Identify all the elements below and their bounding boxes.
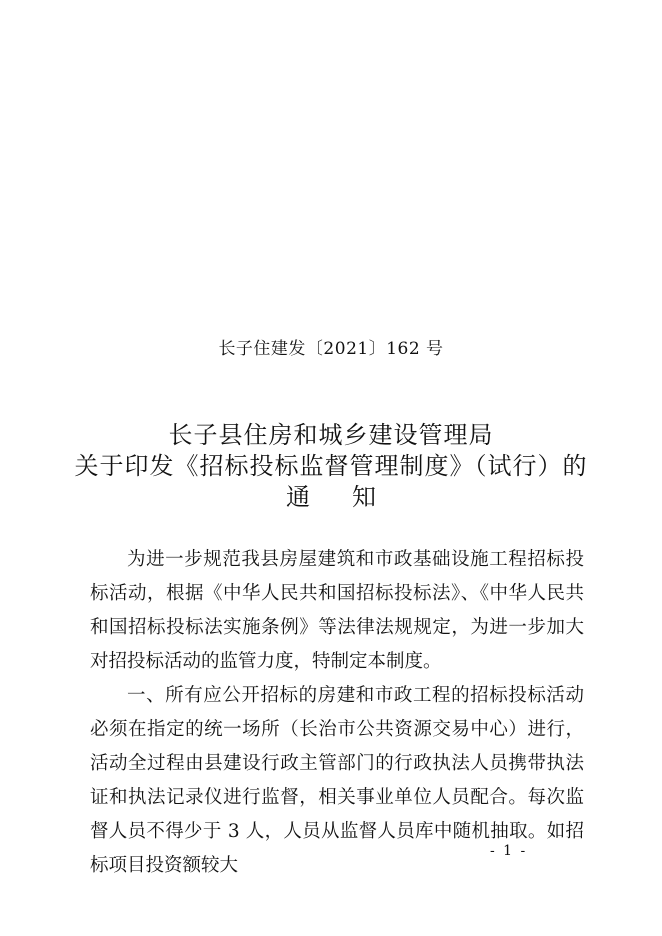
document-title [0, 420, 662, 513]
title-line-issuer: 长子县住房和城乡建设管理局 [168, 421, 494, 449]
paragraph-intro: 为进一步规范我县房屋建筑和市政基础设施工程招标投标活动，根据《中华人民共和国招标投标法》、《中华人民共和国招标投标法实施条例》等法律法规规定，为进一步加大对招投标活动的监管力度，特制定本制度。 [90, 549, 584, 672]
page-number: - 1 - [490, 843, 528, 859]
paragraph-item-1: 一、所有应公开招标的房建和市政工程的招标投标活动必须在指定的统一场所（长治市公共资源交易中心）进行，活动全过程由县建设行政主管部门的行政执法人员携带执法证和执法记录仪进行监督，相关事业单位人员配合。每次监督人员不得少于 3 人，人员从监督人员库中随机抽取。如招标项目投资额较大 [90, 685, 584, 876]
document-number: 长子住建发〔2021〕162 号 [218, 339, 444, 359]
title-line-subject: 关于印发《招标投标监督管理制度》（试行）的 [74, 452, 588, 480]
document-body [90, 543, 584, 883]
title-line-notice: 通知 [286, 483, 418, 511]
